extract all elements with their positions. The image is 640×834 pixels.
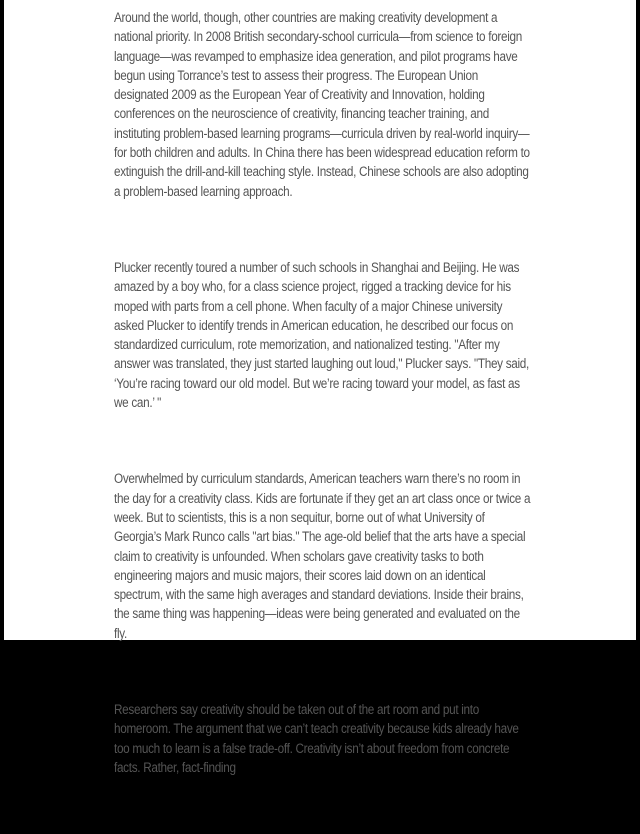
paragraph-3: Overwhelmed by curriculum standards, American teachers warn there’s no room in the day for a creativity class. Kids are fortunate if they get an art class once or twice a week. But to scientists, this is a non sequitur, borne out of what University of Georgia’s Mark Runco calls "art bias." The age-old belief that the arts have a special claim to creativity is unfounded. When scholars gave creativity tasks to both engineering majors and music majors, their scores laid down on an identical spectrum, with the same high averages and standard deviations. Inside their brains, the same thing was happening—ideas were being generated and evaluated on the fly. <box>114 471 531 641</box>
paragraph-4: Researchers say creativity should be taken out of the art room and put into homeroom. The argument that we can’t teach creativity because kids already have too much to learn is a false trade-off. Creativity isn’t about freedom from concrete facts. Rather, fact-finding <box>114 702 519 775</box>
paragraph-2: Plucker recently toured a number of such schools in Shanghai and Beijing. He was amazed by a boy who, for a class science project, rigged a tracking device for his moped with parts from a cell phone. When faculty of a major Chinese university asked Plucker to identify trends in American education, he described our focus on standardized curriculum, rote memorization, and nationalized testing. "After my answer was translated, they just started laughing out loud," Plucker says. "They said, ‘You’re racing toward our old model. But we’re racing toward your model, as fast as we can.’ " <box>114 259 529 411</box>
article-body <box>114 8 534 834</box>
document-page <box>4 0 636 775</box>
paragraph-1: Around the world, though, other countries are making creativity development a national priority. In 2008 British secondary-school curricula—from science to foreign language—was revamped to emphasize idea generation, and pilot programs have begun using Torrance’s test to assess their progress. The European Union designated 2009 as the European Year of Creativity and Innovation, holding conferences on the neuroscience of creativity, financing teacher training, and instituting problem-based learning programs—curricula driven by real-world inquiry—for both children and adults. In China there has been widespread education reform to extinguish the drill-and-kill teaching style. Instead, Chinese schools are also adopting a problem-based learning approach. <box>114 10 530 199</box>
